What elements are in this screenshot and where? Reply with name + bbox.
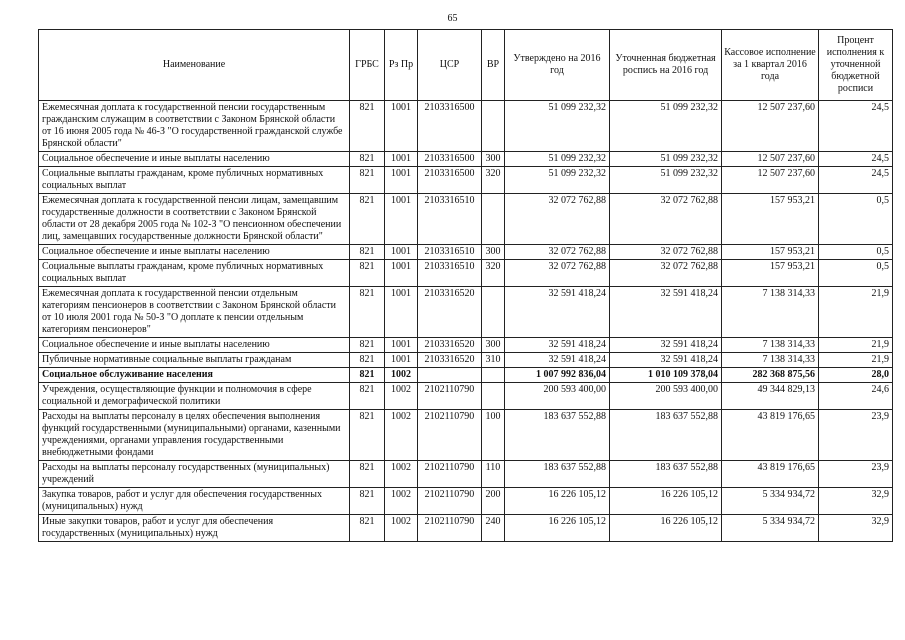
header-csr: ЦСР: [418, 30, 482, 101]
cell-vr: 300: [482, 152, 505, 167]
cell-refined: 51 099 232,32: [610, 152, 722, 167]
table-row: [39, 368, 893, 383]
cell-percent: 21,9: [819, 287, 893, 338]
cell-csr: 2103316510: [418, 194, 482, 245]
cell-approved: 1 007 992 836,04: [505, 368, 610, 383]
cell-name: Ежемесячная доплата к государственной пенсии отдельным категориям пенсионеров в соответствии с Законом Брянской области от 10 июля 2001 года № 50-З "О доплате к пенсии отдельным категориям пенсионеров": [39, 287, 350, 338]
cell-vr: 320: [482, 260, 505, 287]
cell-vr: [482, 194, 505, 245]
cell-name: Социальное обеспечение и иные выплаты населению: [39, 245, 350, 260]
cell-name: Ежемесячная доплата к государственной пенсии лицам, замещавшим государственные должности в соответствии с Законом Брянской области от 28 декабря 2005 года № 102-З "О пенсионном обеспечении лиц, замещавших государственные должности Брянской области": [39, 194, 350, 245]
header-approved: Утверждено на 2016 год: [505, 30, 610, 101]
cell-approved: 183 637 552,88: [505, 461, 610, 488]
cell-refined: 16 226 105,12: [610, 515, 722, 542]
cell-grbs: 821: [350, 488, 385, 515]
cell-vr: 100: [482, 410, 505, 461]
cell-rzpr: 1001: [385, 167, 418, 194]
cell-refined: 32 072 762,88: [610, 245, 722, 260]
cell-percent: 0,5: [819, 260, 893, 287]
cell-grbs: 821: [350, 368, 385, 383]
cell-approved: 32 072 762,88: [505, 245, 610, 260]
cell-vr: 310: [482, 353, 505, 368]
cell-name: Социальные выплаты гражданам, кроме публичных нормативных социальных выплат: [39, 260, 350, 287]
cell-vr: 200: [482, 488, 505, 515]
cell-refined: 51 099 232,32: [610, 101, 722, 152]
cell-rzpr: 1002: [385, 383, 418, 410]
cell-cash: 7 138 314,33: [722, 338, 819, 353]
cell-refined: 183 637 552,88: [610, 410, 722, 461]
cell-rzpr: 1001: [385, 194, 418, 245]
cell-csr: 2103316520: [418, 287, 482, 338]
cell-vr: 300: [482, 338, 505, 353]
cell-percent: 0,5: [819, 245, 893, 260]
table-row: [39, 287, 893, 338]
cell-grbs: 821: [350, 515, 385, 542]
cell-rzpr: 1001: [385, 260, 418, 287]
cell-grbs: 821: [350, 167, 385, 194]
table-row: [39, 383, 893, 410]
cell-vr: 240: [482, 515, 505, 542]
cell-refined: 1 010 109 378,04: [610, 368, 722, 383]
cell-cash: 43 819 176,65: [722, 410, 819, 461]
cell-refined: 32 591 418,24: [610, 338, 722, 353]
cell-approved: 183 637 552,88: [505, 410, 610, 461]
cell-percent: 24,5: [819, 101, 893, 152]
cell-cash: 5 334 934,72: [722, 488, 819, 515]
cell-approved: 32 072 762,88: [505, 260, 610, 287]
cell-cash: 5 334 934,72: [722, 515, 819, 542]
cell-percent: 23,9: [819, 461, 893, 488]
cell-csr: 2103316520: [418, 338, 482, 353]
cell-percent: 23,9: [819, 410, 893, 461]
cell-approved: 16 226 105,12: [505, 515, 610, 542]
cell-rzpr: 1002: [385, 461, 418, 488]
cell-rzpr: 1001: [385, 101, 418, 152]
cell-name: Иные закупки товаров, работ и услуг для обеспечения государственных (муниципальных) нужд: [39, 515, 350, 542]
cell-grbs: 821: [350, 287, 385, 338]
cell-cash: 7 138 314,33: [722, 353, 819, 368]
cell-cash: 7 138 314,33: [722, 287, 819, 338]
cell-approved: 51 099 232,32: [505, 167, 610, 194]
header-percent: Процент исполнения к уточненной бюджетной росписи: [819, 30, 893, 101]
cell-csr: 2102110790: [418, 488, 482, 515]
cell-cash: 157 953,21: [722, 260, 819, 287]
cell-grbs: 821: [350, 260, 385, 287]
cell-grbs: 821: [350, 338, 385, 353]
cell-percent: 21,9: [819, 338, 893, 353]
cell-rzpr: 1001: [385, 245, 418, 260]
cell-vr: [482, 383, 505, 410]
cell-csr: 2102110790: [418, 410, 482, 461]
table-row: [39, 410, 893, 461]
table-row: [39, 461, 893, 488]
cell-percent: 24,6: [819, 383, 893, 410]
table-row: [39, 167, 893, 194]
cell-csr: 2103316510: [418, 260, 482, 287]
cell-vr: 320: [482, 167, 505, 194]
cell-approved: 32 591 418,24: [505, 287, 610, 338]
cell-refined: 200 593 400,00: [610, 383, 722, 410]
cell-cash: 157 953,21: [722, 194, 819, 245]
cell-grbs: 821: [350, 245, 385, 260]
cell-percent: 32,9: [819, 515, 893, 542]
table-row: [39, 101, 893, 152]
table-body: [39, 101, 893, 542]
cell-rzpr: 1001: [385, 287, 418, 338]
table-row: [39, 515, 893, 542]
cell-cash: 12 507 237,60: [722, 152, 819, 167]
cell-percent: 0,5: [819, 194, 893, 245]
header-refined: Уточненная бюджетная роспись на 2016 год: [610, 30, 722, 101]
cell-name: Публичные нормативные социальные выплаты гражданам: [39, 353, 350, 368]
cell-csr: 2103316500: [418, 167, 482, 194]
cell-rzpr: 1001: [385, 338, 418, 353]
cell-name: Расходы на выплаты персоналу государственных (муниципальных) учреждений: [39, 461, 350, 488]
table-row: [39, 194, 893, 245]
cell-csr: 2103316500: [418, 101, 482, 152]
cell-name: Ежемесячная доплата к государственной пенсии государственным гражданским служащим в соответствии с Законом Брянской области от 16 июня 2005 года № 46-З "О государственной гражданской службе Брянской области": [39, 101, 350, 152]
cell-cash: 49 344 829,13: [722, 383, 819, 410]
cell-cash: 12 507 237,60: [722, 101, 819, 152]
cell-cash: 12 507 237,60: [722, 167, 819, 194]
budget-table: [38, 29, 893, 542]
header-rzpr: Рз Пр: [385, 30, 418, 101]
cell-refined: 51 099 232,32: [610, 167, 722, 194]
cell-approved: 16 226 105,12: [505, 488, 610, 515]
cell-rzpr: 1001: [385, 353, 418, 368]
cell-name: Расходы на выплаты персоналу в целях обеспечения выполнения функций государственными (муниципальными) органами, казенными учреждениями, органами управления государственными внебюджетными фондами: [39, 410, 350, 461]
table-row: [39, 488, 893, 515]
cell-name: Социальное обеспечение и иные выплаты населению: [39, 152, 350, 167]
cell-refined: 183 637 552,88: [610, 461, 722, 488]
cell-name: Социальное обслуживание населения: [39, 368, 350, 383]
table-header: [39, 30, 893, 101]
cell-approved: 32 591 418,24: [505, 338, 610, 353]
cell-csr: [418, 368, 482, 383]
cell-grbs: 821: [350, 461, 385, 488]
cell-vr: 300: [482, 245, 505, 260]
cell-grbs: 821: [350, 410, 385, 461]
header-grbs: ГРБС: [350, 30, 385, 101]
table-row: [39, 260, 893, 287]
cell-csr: 2103316520: [418, 353, 482, 368]
cell-percent: 24,5: [819, 167, 893, 194]
cell-vr: [482, 101, 505, 152]
cell-percent: 21,9: [819, 353, 893, 368]
cell-rzpr: 1002: [385, 515, 418, 542]
cell-name: Закупка товаров, работ и услуг для обеспечения государственных (муниципальных) нужд: [39, 488, 350, 515]
cell-grbs: 821: [350, 383, 385, 410]
cell-csr: 2103316510: [418, 245, 482, 260]
cell-approved: 51 099 232,32: [505, 152, 610, 167]
cell-percent: 28,0: [819, 368, 893, 383]
cell-percent: 24,5: [819, 152, 893, 167]
header-vr: ВР: [482, 30, 505, 101]
cell-vr: [482, 368, 505, 383]
cell-rzpr: 1002: [385, 368, 418, 383]
cell-approved: 32 591 418,24: [505, 353, 610, 368]
table-row: [39, 152, 893, 167]
cell-grbs: 821: [350, 152, 385, 167]
header-name: Наименование: [39, 30, 350, 101]
table-row: [39, 245, 893, 260]
cell-rzpr: 1002: [385, 410, 418, 461]
cell-grbs: 821: [350, 194, 385, 245]
cell-vr: [482, 287, 505, 338]
cell-cash: 157 953,21: [722, 245, 819, 260]
cell-percent: 32,9: [819, 488, 893, 515]
cell-csr: 2102110790: [418, 515, 482, 542]
cell-grbs: 821: [350, 353, 385, 368]
cell-rzpr: 1002: [385, 488, 418, 515]
cell-rzpr: 1001: [385, 152, 418, 167]
cell-name: Социальное обеспечение и иные выплаты населению: [39, 338, 350, 353]
header-cash: Кассовое исполнение за 1 квартал 2016 года: [722, 30, 819, 101]
page-number: 65: [447, 13, 458, 24]
cell-refined: 32 072 762,88: [610, 260, 722, 287]
cell-csr: 2103316500: [418, 152, 482, 167]
table-row: [39, 338, 893, 353]
cell-grbs: 821: [350, 101, 385, 152]
cell-cash: 282 368 875,56: [722, 368, 819, 383]
cell-csr: 2102110790: [418, 383, 482, 410]
cell-csr: 2102110790: [418, 461, 482, 488]
table-row: [39, 353, 893, 368]
cell-name: Учреждения, осуществляющие функции и полномочия в сфере социальной и демографической политики: [39, 383, 350, 410]
cell-name: Социальные выплаты гражданам, кроме публичных нормативных социальных выплат: [39, 167, 350, 194]
cell-refined: 32 591 418,24: [610, 353, 722, 368]
cell-approved: 51 099 232,32: [505, 101, 610, 152]
cell-vr: 110: [482, 461, 505, 488]
cell-refined: 32 072 762,88: [610, 194, 722, 245]
cell-cash: 43 819 176,65: [722, 461, 819, 488]
cell-refined: 16 226 105,12: [610, 488, 722, 515]
cell-approved: 200 593 400,00: [505, 383, 610, 410]
cell-refined: 32 591 418,24: [610, 287, 722, 338]
cell-approved: 32 072 762,88: [505, 194, 610, 245]
